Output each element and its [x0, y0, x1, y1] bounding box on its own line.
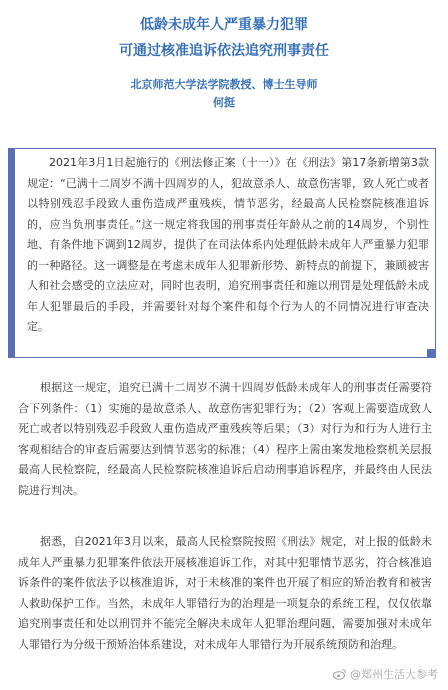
- quote-accent-bar: [9, 149, 15, 357]
- title-line-1: 低龄未成年人严重暴力犯罪: [140, 17, 308, 33]
- author-info: [0, 76, 448, 112]
- author-affiliation: 北京师范大学法学院教授、博士生导师: [130, 78, 318, 91]
- title-line-2: 可通过核准追诉依法追究刑事责任: [119, 43, 329, 59]
- body-paragraph-1: 根据这一规定，追究已满十二周岁不满十四周岁低龄未成年人的刑事责任需要符合下列条件：（1）实施的是故意杀人、故意伤害犯罪行为；（2）客观上需要造成致人死亡或者以特别残忍手段致人重伤造成严重残疾等后果；（3）对行为和行为人进行主客观相结合的审查后需要达到情节恶劣的标准；（4）程序上需由案发地检察机关层报最高人民检察院，经最高人民检察院核准追诉后启动刑事追诉程序，并最终由人民法院进行判决。: [18, 381, 432, 497]
- quote-text: 2021年3月1日起施行的《刑法修正案（十一）》在《刑法》第17条新增第3款规定：“已满十二周岁不满十四周岁的人，犯故意杀人、故意伤害罪，致人死亡或者以特别残忍手段致人重伤造成严重残疾，情节恶劣，经最高人民检察院核准追诉的，应当负刑事责任。”这一规定将我国的刑事责任年龄从之前的14周岁，个别性地、有条件地下调到12周岁，提供了在司法体系内处理低龄未成年人严重暴力犯罪的一种路径。这一调整是在考虑未成年人犯罪新形势、新特点的前提下，兼顾被害人和社会感受的立法应对，同时也表明，追究刑事责任和施以刑罚是处理低龄未成年人犯罪最后的手段，并需要针对每个案件和每个行为人的不同情况进行审查决定。: [27, 156, 429, 333]
- author-name: 何挺: [213, 96, 235, 109]
- quote-box: [8, 148, 436, 358]
- quote-corner-mark: [427, 349, 435, 357]
- weibo-icon: [333, 668, 347, 680]
- body-paragraph-2: 据悉，自2021年3月以来，最高人民检察院按照《刑法》规定，对上报的低龄未成年人严重暴力犯罪案件依法开展核准追诉工作，对其中犯罪情节恶劣，符合核准追诉条件的案件依法予以核准追诉，对于未核准的案件也开展了相应的矫治教育和被害人救助保护工作。当然，未成年人罪错行为的治理是一项复杂的系统工程，仅仅依靠追究刑事责任和处以刑罚并不能完全解决未成年人犯罪治理问题，需要加强对未成年人罪错行为分级干预矫治体系建设，对未成年人罪错行为开展系统预防和治理。: [18, 535, 432, 651]
- watermark-text: @郑州生活大参考: [350, 668, 438, 681]
- article-title: [0, 0, 448, 64]
- watermark: [333, 666, 438, 682]
